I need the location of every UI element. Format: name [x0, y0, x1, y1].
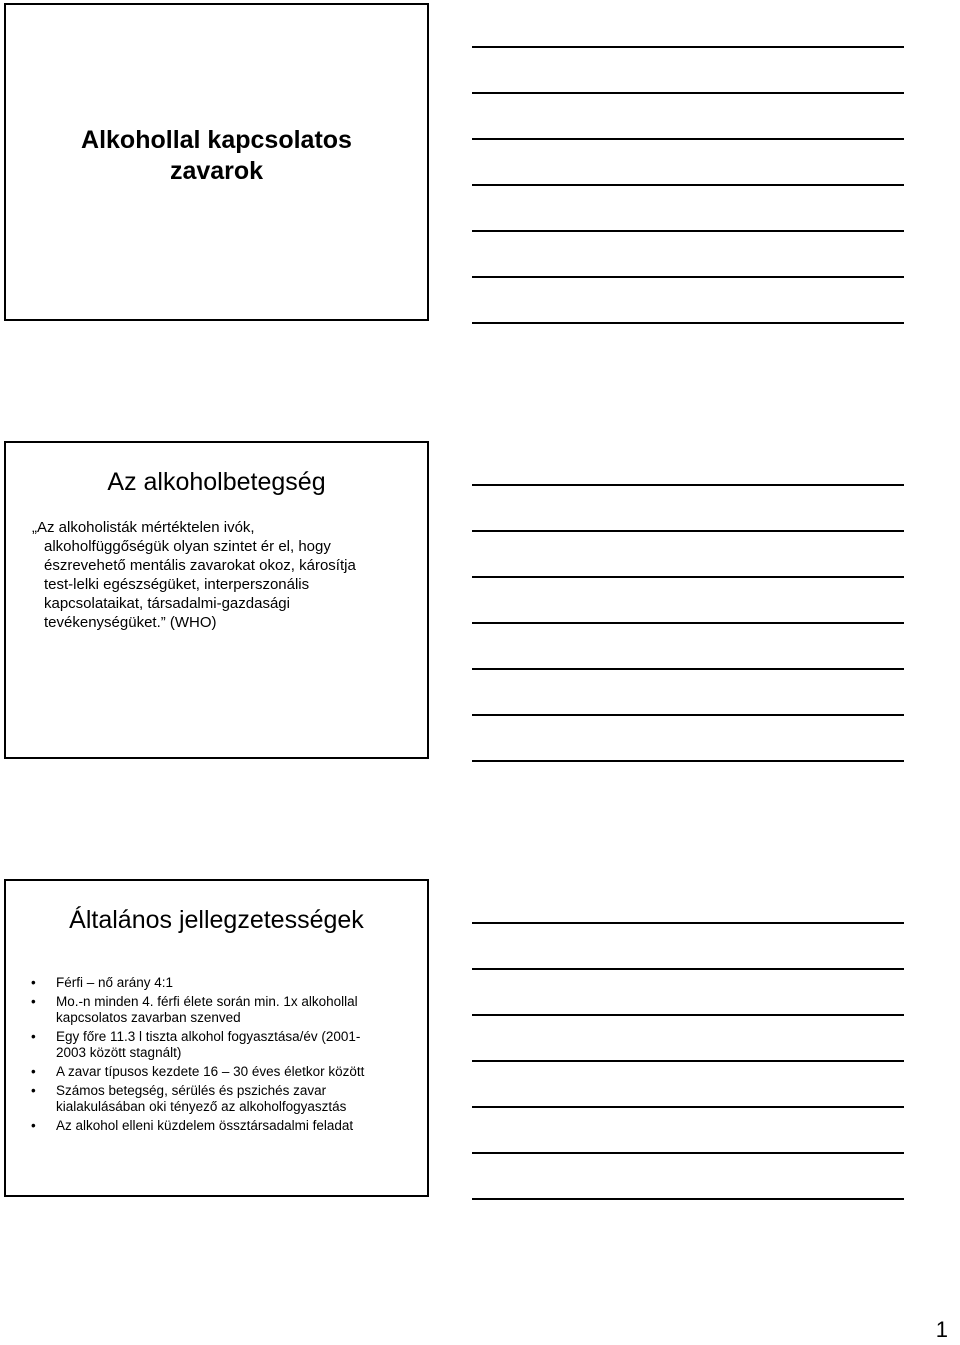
bullet-icon: • — [31, 975, 36, 990]
slide-1-title-line: zavarok — [169, 157, 264, 185]
note-line — [472, 230, 904, 232]
note-line — [472, 1014, 904, 1016]
quote-line: észrevehető mentális zavarokat okoz, károsítja — [44, 557, 356, 574]
note-line — [472, 622, 904, 624]
bullet-text: Számos betegség, sérülés és pszichés zavar — [56, 1083, 327, 1098]
slide-2-title: Az alkoholbetegség — [107, 468, 326, 496]
note-line — [472, 322, 904, 324]
note-line — [472, 1152, 904, 1154]
bullet-icon: • — [31, 994, 36, 1009]
slide-2 — [4, 441, 429, 759]
note-line — [472, 922, 904, 924]
bullet-item — [28, 1118, 423, 1134]
bullet-text: kapcsolatos zavarban szenved — [56, 1010, 241, 1025]
note-line — [472, 1198, 904, 1200]
bullet-item — [28, 994, 423, 1026]
note-line — [472, 968, 904, 970]
bullet-icon: • — [31, 1064, 36, 1079]
note-line — [472, 46, 904, 48]
note-line — [472, 276, 904, 278]
quote-line: test-lelki egészségüket, interperszonális — [44, 576, 310, 593]
bullet-text: Egy főre 11.3 l tiszta alkohol fogyasztása/év (2001- — [56, 1029, 361, 1044]
slide-1-title — [6, 125, 427, 187]
note-line — [472, 484, 904, 486]
slide-1-title-line: Alkohollal kapcsolatos — [81, 126, 352, 154]
quote-line: „Az alkoholisták mértéktelen ivók, — [32, 519, 255, 536]
note-line — [472, 1060, 904, 1062]
bullet-item — [28, 1064, 423, 1080]
who-quote — [32, 518, 412, 632]
bullet-text: A zavar típusos kezdete 16 – 30 éves életkor között — [56, 1064, 365, 1079]
bullet-list — [28, 975, 423, 1137]
slide-3 — [4, 879, 429, 1197]
bullet-text: Férfi – nő arány 4:1 — [56, 975, 174, 990]
slide-1 — [4, 3, 429, 321]
bullet-item — [28, 1083, 423, 1115]
quote-line: kapcsolataikat, társadalmi-gazdasági — [44, 595, 290, 612]
bullet-icon: • — [31, 1118, 36, 1133]
bullet-text: Az alkohol elleni küzdelem össztársadalmi feladat — [56, 1118, 354, 1133]
bullet-item — [28, 975, 423, 991]
quote-line: tevékenységüket.” (WHO) — [44, 614, 217, 631]
bullet-icon: • — [31, 1029, 36, 1044]
page-number: 1 — [935, 1317, 948, 1342]
note-line — [472, 576, 904, 578]
note-line — [472, 668, 904, 670]
note-line — [472, 184, 904, 186]
note-line — [472, 530, 904, 532]
quote-line: alkoholfüggőségük olyan szintet ér el, hogy — [44, 538, 331, 555]
bullet-text: Mo.-n minden 4. férfi élete során min. 1x alkohollal — [56, 994, 358, 1009]
bullet-text: 2003 között stagnált) — [56, 1045, 182, 1060]
note-line — [472, 138, 904, 140]
note-line — [472, 714, 904, 716]
bullet-icon: • — [31, 1083, 36, 1098]
note-line — [472, 760, 904, 762]
note-line — [472, 1106, 904, 1108]
note-line — [472, 92, 904, 94]
bullet-item — [28, 1029, 423, 1061]
bullet-text: kialakulásában oki tényező az alkoholfogyasztás — [56, 1099, 347, 1114]
slide-3-title: Általános jellegzetességek — [69, 906, 364, 934]
